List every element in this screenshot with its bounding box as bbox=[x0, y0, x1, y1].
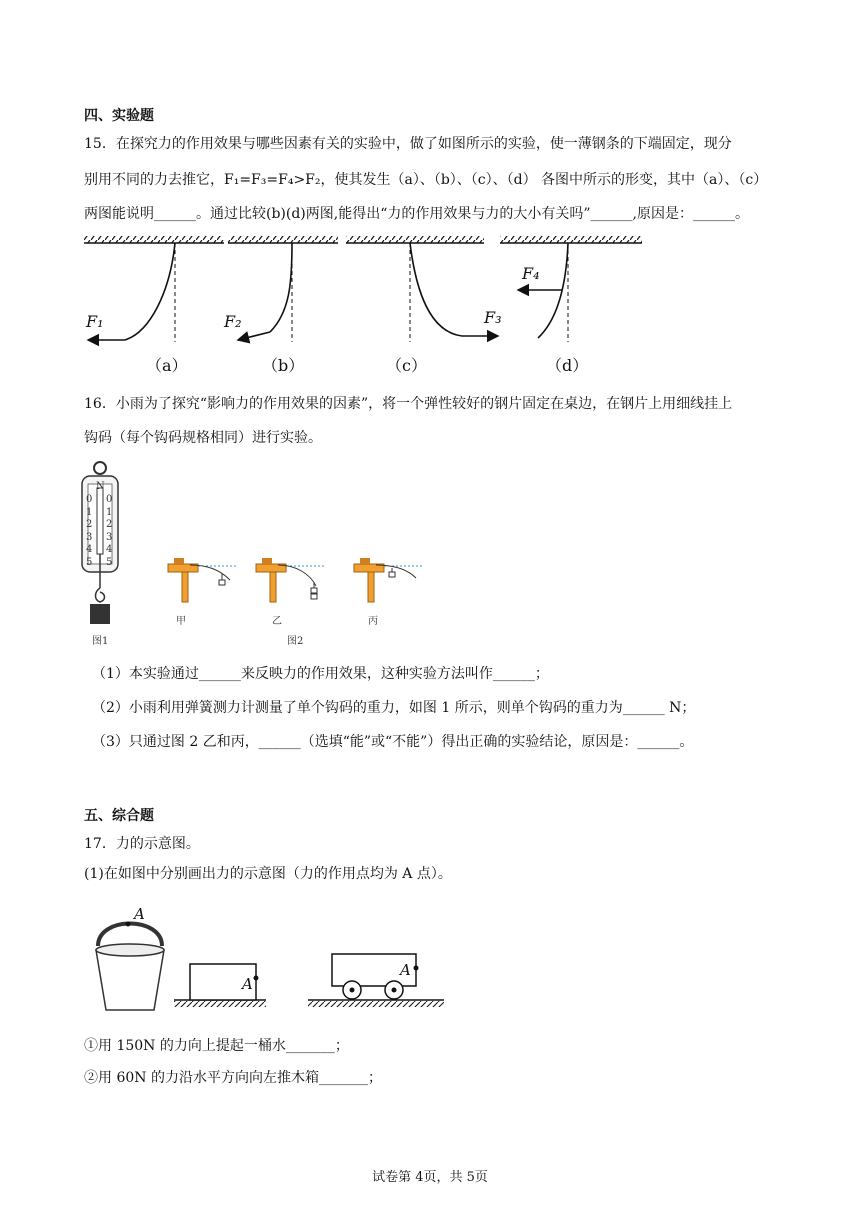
q17-line-2: (1)在如图中分别画出力的示意图（力的作用点均为 A 点）。 bbox=[84, 866, 452, 882]
scale-right-tick: 2 bbox=[106, 519, 113, 531]
q17-figure bbox=[90, 906, 470, 1016]
scale-left-ticks bbox=[86, 494, 94, 570]
q17-item-2: ②用 60N 的力沿水平方向向左推木箱_______； bbox=[84, 1070, 382, 1086]
force-label-f3: F₃ bbox=[484, 308, 502, 327]
scale-unit: N bbox=[96, 481, 105, 492]
caption-b: （b） bbox=[262, 356, 305, 375]
scale-left-tick: 5 bbox=[86, 556, 93, 568]
fig2-label-yi: 乙 bbox=[272, 616, 282, 627]
q15-line-2: 别用不同的力去推它，F₁=F₃=F₄>F₂，使其发生（a）、（b）、（c）、（d） 各图中所示的形变，其中（a）、（c） bbox=[84, 172, 768, 188]
scale-left-tick: 4 bbox=[86, 544, 93, 556]
q16-part-3: （3）只通过图 2 乙和丙，______（选填“能”或“不能”）得出正确的实验结论，原因是：______。 bbox=[92, 734, 694, 750]
fig2-label-jia: 甲 bbox=[176, 616, 186, 627]
scale-right-tick: 1 bbox=[106, 506, 113, 518]
steel-strip-figure bbox=[160, 556, 440, 616]
q15-figure bbox=[0, 232, 860, 382]
fig2-label-bing: 丙 bbox=[368, 616, 378, 627]
q15-line-3: 两图能说明______。通过比较(b)(d)两图,能得出“力的作用效果与力的大小有关吗”______,原因是：______。 bbox=[84, 206, 749, 222]
q16-line-1: 16．小雨为了探究“影响力的作用效果的因素”，将一个弹性较好的钢片固定在桌边，在钢片上用细线挂上 bbox=[84, 396, 733, 412]
q16-part-2: （2）小雨利用弹簧测力计测量了单个钩码的重力，如图 1 所示，则单个钩码的重力为______ N； bbox=[92, 700, 696, 716]
caption-c: （c） bbox=[386, 356, 427, 375]
page-footer: 试卷第 4页，共 5页 bbox=[372, 1170, 488, 1185]
cart-point-label: A bbox=[400, 961, 411, 979]
scale-right-tick: 4 bbox=[106, 544, 113, 556]
box-point-label: A bbox=[242, 975, 253, 993]
fig1-label: 图1 bbox=[92, 636, 109, 647]
q16-line-2: 钩码（每个钩码规格相同）进行实验。 bbox=[84, 430, 322, 446]
force-label-f1: F₁ bbox=[86, 312, 104, 331]
force-label-f2: F₂ bbox=[224, 312, 242, 331]
q15-line-1: 15．在探究力的作用效果与哪些因素有关的实验中，做了如图所示的实验，使一薄钢条的下端固定，现分 bbox=[84, 136, 732, 152]
caption-a: （a） bbox=[146, 356, 188, 375]
scale-right-ticks bbox=[106, 494, 114, 570]
scale-left-tick: 0 bbox=[86, 494, 93, 505]
scale-right-tick: 0 bbox=[106, 494, 113, 505]
scale-left-tick: 3 bbox=[86, 531, 93, 543]
scale-right-tick: 3 bbox=[106, 531, 113, 543]
scale-left-tick: 2 bbox=[86, 519, 93, 531]
q17-line-1: 17．力的示意图。 bbox=[84, 836, 200, 852]
force-label-f4: F₄ bbox=[522, 264, 540, 283]
section-4-title: 四、实验题 bbox=[84, 108, 154, 124]
bucket-point-label: A bbox=[134, 905, 145, 923]
q16-part-1: （1）本实验通过______来反映力的作用效果，这种实验方法叫作______； bbox=[92, 666, 549, 682]
scale-right-tick: 5 bbox=[106, 556, 113, 568]
fig2-label: 图2 bbox=[287, 636, 304, 647]
scale-left-tick: 1 bbox=[86, 506, 93, 518]
section-5-title: 五、综合题 bbox=[84, 808, 154, 824]
caption-d: （d） bbox=[546, 356, 589, 375]
q17-item-1: ①用 150N 的力向上提起一桶水_______； bbox=[84, 1038, 349, 1054]
